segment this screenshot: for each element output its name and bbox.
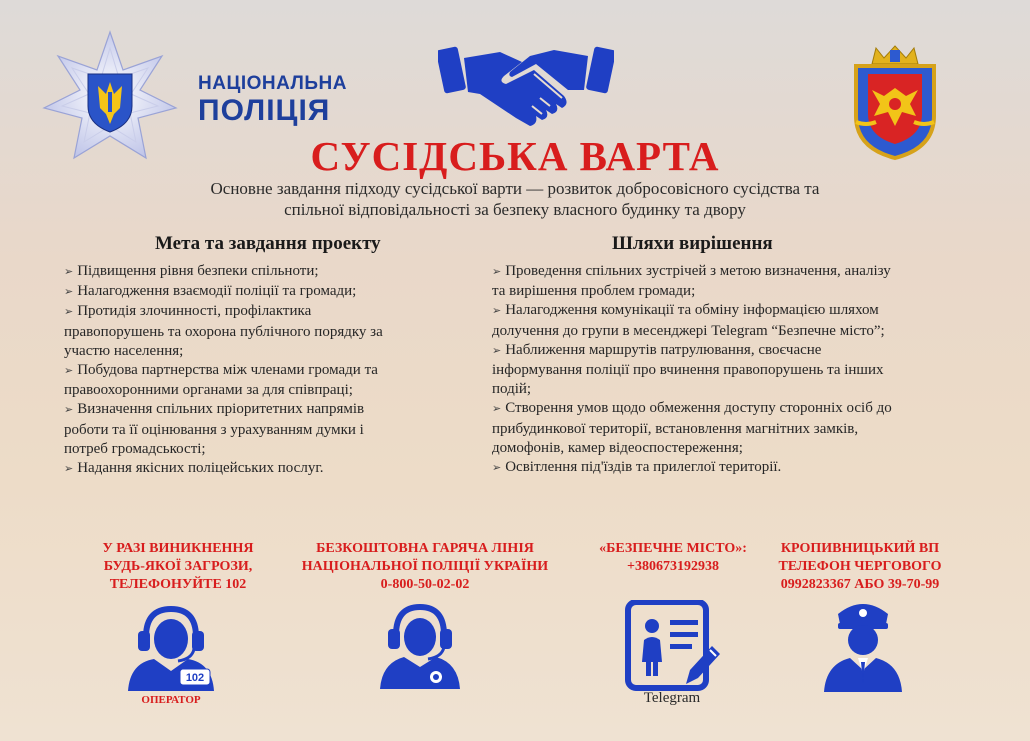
list-item [64,302,469,322]
list-item-text: інформування поліції про вчинення правопорушень та інших [492,362,884,379]
list-item-continuation [492,361,982,380]
list-item-continuation [64,421,469,440]
list-item [64,459,469,479]
arrow-bullet-icon: ➢ [492,266,502,278]
list-item-text: прибудинкової території, встановлення магнітних замків, [492,420,859,437]
list-item-continuation [64,342,469,361]
contact-emergency [78,540,278,594]
contact-line: ТЕЛЕФОНУЙТЕ 102 [109,577,247,592]
contact-line: «БЕЗПЕЧНЕ МІСТО»: [599,541,747,556]
list-item-text: Створення умов щодо обмеження доступу сторонніх осіб до [505,400,892,417]
list-item-text: Визначення спільних пріоритетних напрямів [77,401,365,418]
handshake-icon [438,42,614,134]
arrow-bullet-icon: ➢ [64,286,74,299]
contact-line: КРОПИВНИЦЬКИЙ ВП [780,541,940,556]
list-item-continuation [64,440,469,459]
list-item [492,399,982,419]
list-item [64,282,469,302]
list-item-text: Наближення маршрутів патрулювання, своєчасне [505,341,822,358]
list-item [492,341,982,361]
contact-line: 0-800-50-02-02 [380,577,470,592]
police-wordmark-line2: ПОЛІЦІЯ [198,94,331,127]
operator-headset-icon [126,601,216,691]
contact-line: +380673192938 [627,559,719,574]
arrow-bullet-icon: ➢ [64,266,74,278]
telegram-caption: Telegram [643,690,701,706]
list-item-text: Освітлення під'їздів та прилеглої території. [505,459,782,476]
list-item [64,400,469,420]
list-item-text: Побудова партнерства між членами громади та [77,362,378,379]
list-item [492,301,982,321]
list-item-text: роботи та її оцінювання з урахуванням думки і [64,421,364,438]
arrow-bullet-icon: ➢ [492,344,502,357]
list-item [64,262,469,282]
police-wordmark [198,74,347,126]
hotline-headset-icon [380,601,460,689]
arrow-bullet-icon: ➢ [64,365,74,378]
contact-line: У РАЗІ ВИНИКНЕННЯ [102,541,254,556]
list-item [64,361,469,381]
list-item-text: Проведення спільних зустрічей з метою визначення, аналізу [505,263,891,279]
page-title: СУСІДСЬКА ВАРТА [310,133,720,179]
solutions-heading: Шляхи вирішення [612,233,773,254]
subtitle-line: Основне завдання підходу сусідської варти — розвиток добросовісного сусідства та [210,179,820,198]
subtitle-line: спільної відповідальності за безпеку власного будинку та двору [284,200,746,219]
contact-duty-officer [760,540,960,594]
arrow-bullet-icon: ➢ [64,306,74,319]
list-item-text: долучення до групи в месенджері Telegram “Безпечне місто”; [492,322,885,339]
police-wordmark-line1: НАЦІОНАЛЬНА [198,73,347,94]
contact-line: ТЕЛЕФОН ЧЕРГОВОГО [778,559,942,574]
list-item-text: Налагодження взаємодії поліції та громади; [77,283,357,300]
list-item-continuation [492,420,982,439]
list-item-text: Налагодження комунікації та обміну інформацією шляхом [505,302,879,319]
list-item-text: та вирішення проблем громади; [492,283,696,300]
list-item-continuation [492,380,982,399]
arrow-bullet-icon: ➢ [492,403,502,416]
contact-line: БЕЗКОШТОВНА ГАРЯЧА ЛІНІЯ [316,541,534,556]
list-item-text: подій; [492,381,532,398]
arrow-bullet-icon: ➢ [64,463,74,476]
list-item [492,458,982,478]
list-item-continuation [64,381,469,400]
list-item-continuation [492,282,982,301]
goals-heading: Мета та завдання проекту [155,233,381,254]
contact-safe-city [588,540,758,576]
subtitle [150,178,880,220]
list-item-text: правоохоронними органами за для співпраці; [64,382,353,399]
list-item-continuation [492,439,982,458]
operator-caption: ОПЕРАТОР [141,694,201,706]
arrow-bullet-icon: ➢ [492,305,502,318]
list-item-text: Надання якісних поліцейських послуг. [77,460,324,477]
solutions-list [492,262,982,478]
goals-list [64,262,469,479]
arrow-bullet-icon: ➢ [64,404,74,417]
telegram-id-card-icon [624,600,722,692]
list-item-text: участю населення; [64,342,184,359]
list-item-text: Підвищення рівня безпеки спільноти; [77,263,319,279]
contact-line: НАЦІОНАЛЬНОЇ ПОЛІЦІЇ УКРАЇНИ [301,559,549,574]
list-item-text: домофонів, камер відеоспостереження; [492,439,743,456]
list-item [492,262,982,282]
contact-line: БУДЬ-ЯКОЇ ЗАГРОЗИ, [103,559,253,574]
contact-hotline [282,540,568,594]
arrow-bullet-icon: ➢ [492,462,502,475]
list-item-continuation [64,323,469,342]
list-item-text: правопорушень та охорона публічного порядку за [64,323,383,340]
operator-badge-label: 102 [185,672,205,684]
contact-line: 0992823367 АБО 39-70-99 [780,577,940,592]
list-item-text: потреб громадськості; [64,440,206,457]
police-officer-icon [820,596,906,692]
list-item-text: Протидія злочинності, профілактика [77,303,312,320]
list-item-continuation [492,322,982,341]
